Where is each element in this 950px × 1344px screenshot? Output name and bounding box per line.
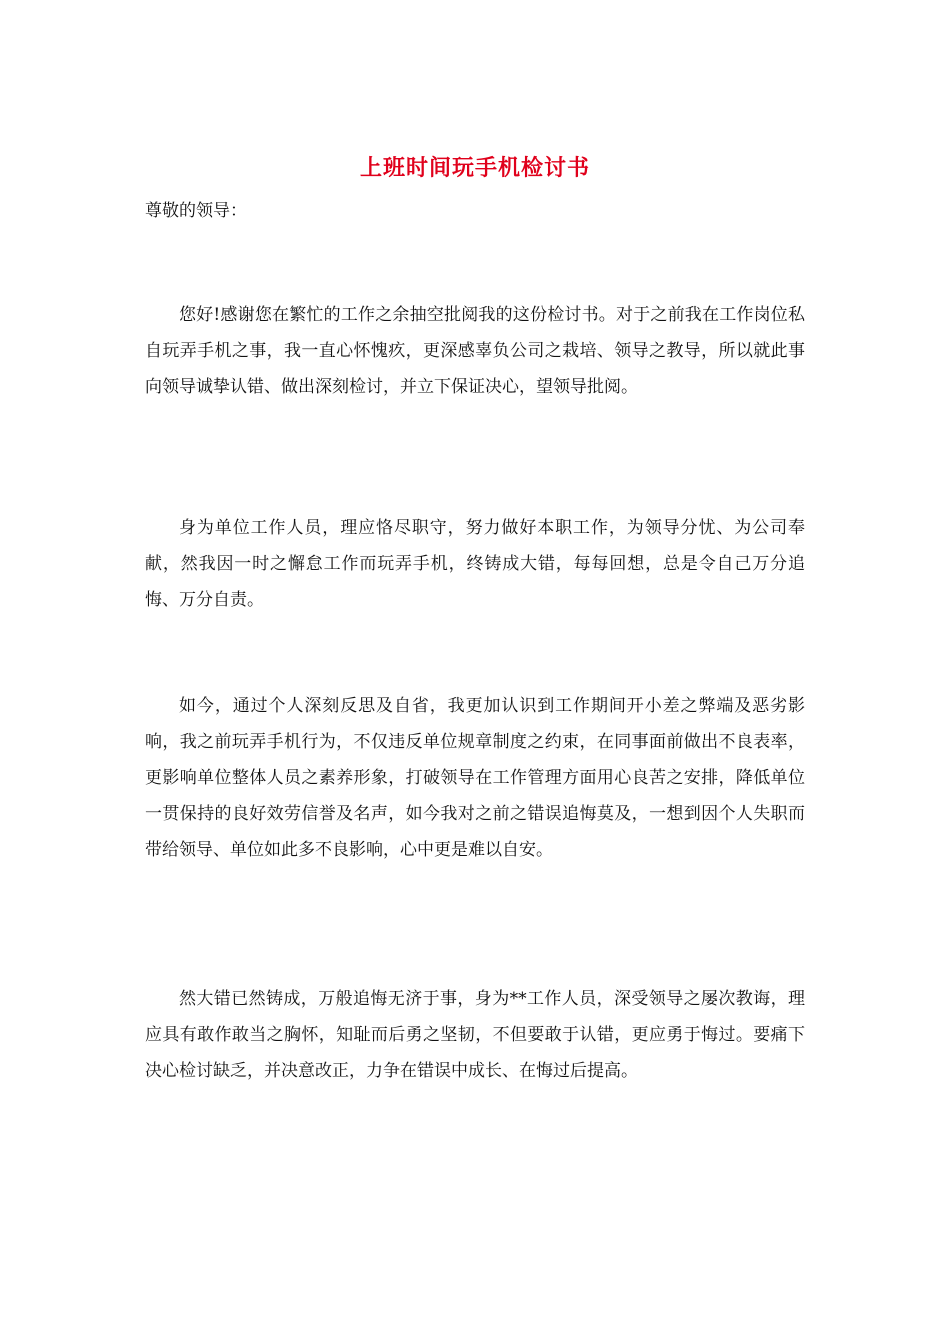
- paragraph-1: 您好!感谢您在繁忙的工作之余抽空批阅我的这份检讨书。对于之前我在工作岗位私自玩弄手机之事，我一直心怀愧疚，更深感辜负公司之栽培、领导之教导，所以就此事向领导诚挚认错、做出深刻检讨，并立下保证决心，望领导批阅。: [145, 305, 805, 397]
- paragraph-2: 身为单位工作人员，理应恪尽职守，努力做好本职工作，为领导分忧、为公司奉献，然我因一时之懈怠工作而玩弄手机，终铸成大错，每每回想，总是令自己万分追悔、万分自责。: [145, 518, 805, 610]
- document-title: 上班时间玩手机检讨书: [359, 155, 590, 181]
- salutation: 尊敬的领导：: [145, 201, 247, 221]
- paragraph-4: 然大错已然铸成，万般追悔无济于事，身为**工作人员，深受领导之屡次教诲，理应具有敢作敢当之胸怀，知耻而后勇之坚韧，不但要敢于认错，更应勇于悔过。要痛下决心检讨缺乏，并决意改正，力争在错误中成长、在悔过后提高。: [145, 989, 805, 1081]
- paragraph-3: 如今，通过个人深刻反思及自省，我更加认识到工作期间开小差之弊端及恶劣影响，我之前玩弄手机行为，不仅违反单位规章制度之约束，在同事面前做出不良表率，更影响单位整体人员之素养形象，打破领导在工作管理方面用心良苦之安排，降低单位一贯保持的良好效劳信誉及名声，如今我对之前之错误追悔莫及，一想到因个人失职而带给领导、单位如此多不良影响，心中更是难以自安。: [145, 696, 805, 860]
